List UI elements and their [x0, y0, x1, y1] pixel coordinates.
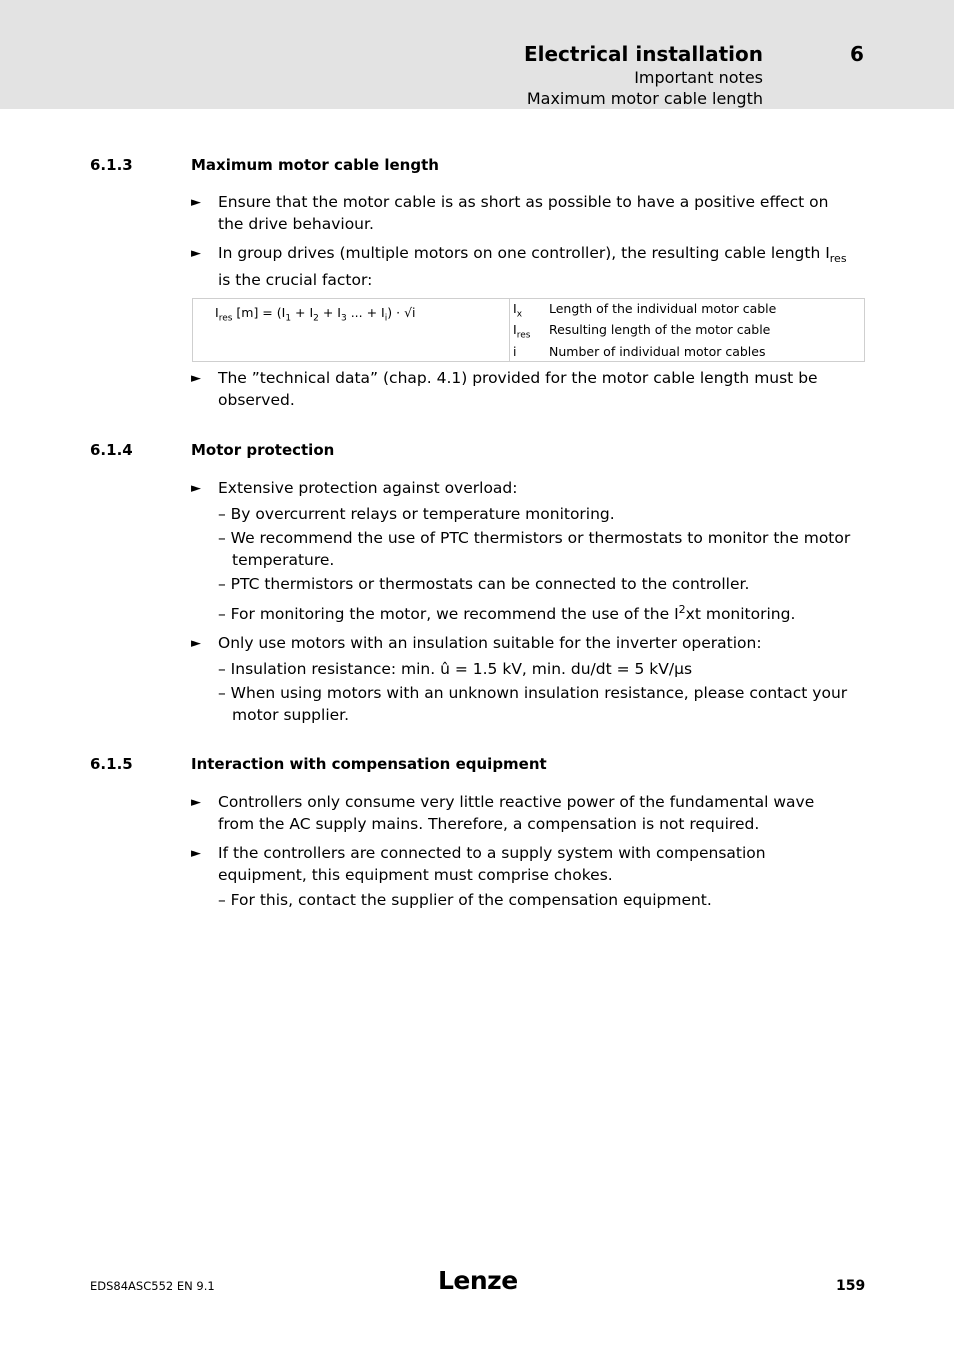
- bullet-arrow-icon: ►: [191, 246, 201, 261]
- legend-description: Resulting length of the motor cable: [549, 322, 771, 337]
- list-item: [191, 192, 851, 235]
- sub-list-item: – When using motors with an unknown insulation resistance, please contact your motor supplier.: [218, 684, 848, 724]
- legend-symbol: i: [513, 344, 517, 359]
- bullet-arrow-icon: ►: [191, 795, 201, 810]
- sub-list-item: – Insulation resistance: min. û = 1.5 kV, min. du/dt = 5 kV/μs: [218, 659, 693, 678]
- bullet-list: [191, 368, 851, 411]
- section-title: Motor protection: [191, 441, 335, 459]
- legend-description: Length of the individual motor cable: [549, 301, 777, 316]
- list-item: [191, 478, 851, 500]
- bullet-arrow-icon: ►: [191, 481, 201, 496]
- bullet-text: Ensure that the motor cable is as short as possible to have a positive effect on the drive behaviour.: [218, 193, 829, 233]
- list-item: [191, 633, 851, 655]
- bullet-list: [191, 792, 851, 912]
- bullet-arrow-icon: ►: [191, 371, 201, 386]
- sub-list-item: – PTC thermistors or thermostats can be connected to the controller.: [218, 575, 750, 593]
- lenze-logo: Lenze: [438, 1266, 518, 1295]
- sub-list-item: – For this, contact the supplier of the compensation equipment.: [218, 891, 712, 909]
- bullet-text: If the controllers are connected to a supply system with compensation equipment, this equipment must comprise chokes.: [218, 844, 766, 884]
- legend-symbol: $I_x$: [513, 301, 523, 320]
- legend-row: [513, 301, 776, 320]
- bullet-text: Only use motors with an insulation suitable for the inverter operation:: [218, 634, 762, 653]
- bullet-text: Extensive protection against overload:: [218, 479, 518, 497]
- document-id: EDS84ASC552 EN 9.1: [90, 1279, 215, 1293]
- sub-list-item: – By overcurrent relays or temperature monitoring.: [218, 504, 615, 523]
- bullet-arrow-icon: ►: [191, 636, 201, 652]
- bullet-text: The ”technical data” (chap. 4.1) provided for the motor cable length must be observed.: [218, 369, 818, 409]
- list-item: [191, 243, 851, 291]
- page-header: [0, 0, 954, 109]
- bullet-list: [191, 478, 851, 726]
- section-title: Maximum motor cable length: [191, 156, 439, 174]
- formula-cell: [193, 299, 510, 361]
- section-number: 6.1.4: [90, 441, 133, 459]
- header-subtitle: Maximum motor cable length: [526, 89, 763, 108]
- chapter-title: Electrical installation: [523, 42, 763, 66]
- sub-list-item: – For monitoring the motor, we recommend the use of the $I^2xt$ monitoring.: [218, 602, 796, 623]
- sub-list-item: – We recommend the use of PTC thermistors or thermostats to monitor the motor temperature.: [218, 529, 851, 569]
- subscript: res: [829, 252, 847, 266]
- section-title: Interaction with compensation equipment: [191, 755, 547, 773]
- section-number: 6.1.5: [90, 755, 133, 773]
- bullet-text: is the crucial factor:: [218, 270, 373, 289]
- legend-symbol: $I_{res}$: [513, 322, 531, 341]
- bullet-list: [191, 192, 851, 291]
- legend-row: [513, 344, 765, 359]
- bullet-arrow-icon: ►: [191, 195, 201, 210]
- formula-table: [192, 298, 865, 362]
- page-number: 159: [836, 1278, 866, 1294]
- chapter-number: 6: [850, 42, 864, 66]
- list-item: [191, 792, 851, 835]
- bullet-text: Controllers only consume very little reactive power of the fundamental wave from the AC supply mains. Therefore, a compensation is not required.: [218, 793, 815, 833]
- formula: $I_{res}$ $[m] = (I_1 + I_2 + I_3$ ... + $I_i) \cdot √i$: [215, 305, 416, 324]
- legend-description: Number of individual motor cables: [549, 344, 766, 359]
- section-number: 6.1.3: [90, 156, 133, 174]
- list-item: [191, 843, 851, 886]
- bullet-text: In group drives (multiple motors on one controller), the resulting cable length I: [218, 244, 830, 262]
- legend-row: [513, 322, 770, 341]
- list-item: [191, 368, 851, 411]
- bullet-arrow-icon: ►: [191, 846, 201, 861]
- header-subtitle: Important notes: [634, 68, 763, 87]
